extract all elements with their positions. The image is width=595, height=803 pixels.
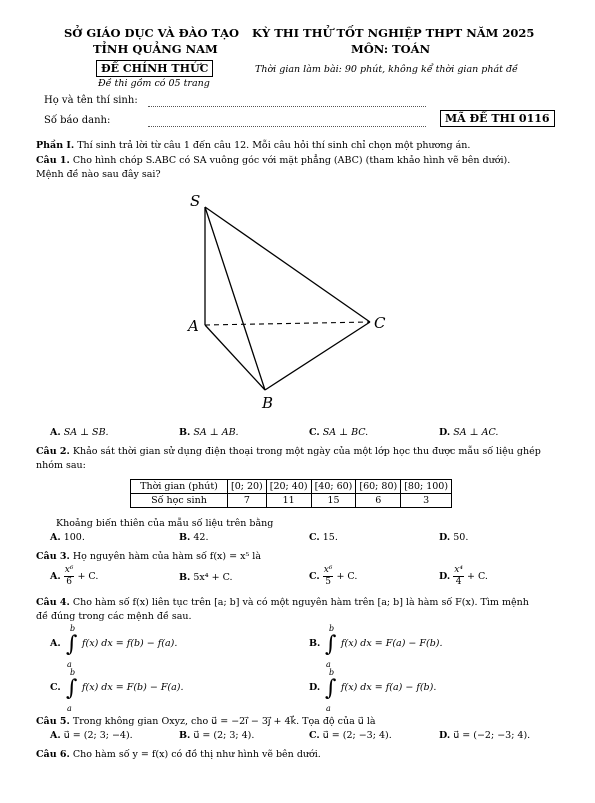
q6-stem xyxy=(36,749,321,760)
label-s: S xyxy=(190,192,201,210)
subject-title: MÔN: TOÁN xyxy=(351,42,431,56)
q4-option-d[interactable]: f(x) dx = f(a) − f(b). xyxy=(341,682,437,693)
table-cell: [0; 20) xyxy=(228,480,267,494)
q4-text-b: đề đúng trong các mệnh đề sau. xyxy=(36,611,192,622)
q3-stem xyxy=(36,551,261,562)
q3-option-c[interactable]: C. $\frac{\text{x⁶}}{5}$ + C. xyxy=(309,565,358,587)
q3-option-a[interactable]: A. $\frac{\text{x⁶}}{6}$ + C. xyxy=(50,565,99,587)
table-cell: 11 xyxy=(266,494,311,508)
label-b: B xyxy=(262,394,274,412)
q5-option-a[interactable]: A. u⃗ = (2; 3; −4). xyxy=(50,730,133,741)
q3-text: Họ nguyên hàm của hàm số f(x) = x⁵ là xyxy=(72,551,261,562)
q2-text-b: nhóm sau: xyxy=(36,460,86,471)
part1-label: Phần I. xyxy=(36,140,75,151)
q2-stem xyxy=(36,446,541,457)
edge-sc xyxy=(205,207,370,322)
department-name: SỞ GIÁO DỤC VÀ ĐÀO TẠO xyxy=(64,26,240,40)
q4-option-c-key[interactable]: C. xyxy=(50,682,61,693)
official-label: ĐỀ CHÍNH THỨC xyxy=(96,60,213,77)
q4-option-d-key[interactable]: D. xyxy=(309,682,321,693)
q1-option-a[interactable]: A. SA ⊥ SB. xyxy=(50,427,109,438)
q4-option-a-key[interactable]: A. xyxy=(50,638,61,649)
q2-label: Câu 2. xyxy=(36,446,70,457)
q5-label: Câu 5. xyxy=(36,716,70,727)
integral-sign: b ∫ a xyxy=(66,624,78,669)
label-c: C xyxy=(374,314,386,332)
q2-option-b[interactable]: B. 42. xyxy=(179,532,209,543)
q1-text-b: Mệnh đề nào sau đây sai? xyxy=(36,169,161,180)
q2-option-a[interactable]: A. 100. xyxy=(50,532,85,543)
label-a: A xyxy=(188,317,199,335)
time-note: Thời gian làm bài: 90 phút, không kể thời gian phát đề xyxy=(255,64,518,75)
q4-text-a: Cho hàm số f(x) liên tục trên [a; b] và có một nguyên hàm trên [a; b] là hàm số F(x). Tìm mệnh xyxy=(72,597,529,608)
q3-option-b[interactable]: B. 5x⁴ + C. xyxy=(179,572,233,583)
table-cell: [60; 80) xyxy=(356,480,401,494)
q2-option-c[interactable]: C. 15. xyxy=(309,532,338,543)
table-cell: 15 xyxy=(311,494,356,508)
q5-stem xyxy=(36,716,376,727)
table-cell: [80; 100) xyxy=(401,480,452,494)
q4-option-b[interactable]: f(x) dx = F(a) − F(b). xyxy=(341,638,443,649)
q3-option-d[interactable]: D. $\frac{\text{x⁴}}{4}$ + C. xyxy=(439,565,488,587)
part1-text: Thí sinh trả lời từ câu 1 đến câu 12. Mỗi câu hỏi thí sinh chỉ chọn một phương án. xyxy=(77,140,471,151)
table-cell: [20; 40) xyxy=(266,480,311,494)
q4-label: Câu 4. xyxy=(36,597,70,608)
table-cell: 6 xyxy=(356,494,401,508)
part1-instruction xyxy=(36,140,470,151)
province-name: TỈNH QUẢNG NAM xyxy=(93,42,218,56)
candidate-name-field[interactable] xyxy=(148,106,426,107)
pages-note: Đề thi gồm có 05 trang xyxy=(98,78,210,89)
pyramid-figure xyxy=(180,190,400,415)
integral-sign: b ∫ a xyxy=(325,624,337,669)
q2-option-d[interactable]: D. 50. xyxy=(439,532,469,543)
table-row xyxy=(131,480,452,494)
integral-sign: b ∫ a xyxy=(66,668,78,713)
q3-label: Câu 3. xyxy=(36,551,70,562)
q1-option-b[interactable]: B. SA ⊥ AB. xyxy=(179,427,239,438)
table-cell: 7 xyxy=(228,494,267,508)
edge-bc xyxy=(265,322,370,390)
exam-title: KỲ THI THỬ TỐT NGHIỆP THPT NĂM 2025 xyxy=(252,26,535,40)
q4-stem xyxy=(36,597,529,608)
candidate-id-label: Số báo danh: xyxy=(44,115,111,126)
edge-ac-hidden xyxy=(205,322,370,325)
table-cell: Thời gian (phút) xyxy=(131,480,228,494)
q5-option-d[interactable]: D. u⃗ = (−2; −3; 4). xyxy=(439,730,531,741)
table-row xyxy=(131,494,452,508)
candidate-name-label: Họ và tên thí sinh: xyxy=(44,95,138,106)
q2-data-table xyxy=(130,479,452,508)
table-cell: [40; 60) xyxy=(311,480,356,494)
q4-option-c[interactable]: f(x) dx = F(b) − F(a). xyxy=(82,682,184,693)
q5-option-b[interactable]: B. u⃗ = (2; 3; 4). xyxy=(179,730,255,741)
table-cell: 3 xyxy=(401,494,452,508)
table-cell: Số học sinh xyxy=(131,494,228,508)
q2-prompt: Khoảng biến thiên của mẫu số liệu trên bằng xyxy=(56,518,274,529)
edge-ab xyxy=(205,325,265,390)
q6-label: Câu 6. xyxy=(36,749,70,760)
q1-option-d[interactable]: D. SA ⊥ AC. xyxy=(439,427,499,438)
q4-option-b-key[interactable]: B. xyxy=(309,638,321,649)
q4-option-a[interactable]: f(x) dx = f(b) − f(a). xyxy=(82,638,178,649)
edge-sb xyxy=(205,207,265,390)
q1-label: Câu 1. xyxy=(36,155,70,166)
q2-text-a: Khảo sát thời gian sử dụng điện thoại trong một ngày của một lớp học thu được mẫu số liệu ghép xyxy=(72,446,541,457)
q1-option-c[interactable]: C. SA ⊥ BC. xyxy=(309,427,369,438)
q1-text-a: Cho hình chóp S.ABC có SA vuông góc với mặt phẳng (ABC) (tham khảo hình vẽ bên dưới). xyxy=(72,155,511,166)
q5-option-c[interactable]: C. u⃗ = (2; −3; 4). xyxy=(309,730,392,741)
exam-code: MÃ ĐỀ THI 0116 xyxy=(440,110,555,127)
q5-text: Trong không gian Oxyz, cho u⃗ = −2i⃗ − 3j⃗ + 4k⃗. Tọa độ của u⃗ là xyxy=(72,716,376,727)
q6-text: Cho hàm số y = f(x) có đồ thị như hình vẽ bên dưới. xyxy=(72,749,321,760)
integral-sign: b ∫ a xyxy=(325,668,337,713)
candidate-id-field[interactable] xyxy=(148,126,426,127)
q1-stem xyxy=(36,155,510,166)
